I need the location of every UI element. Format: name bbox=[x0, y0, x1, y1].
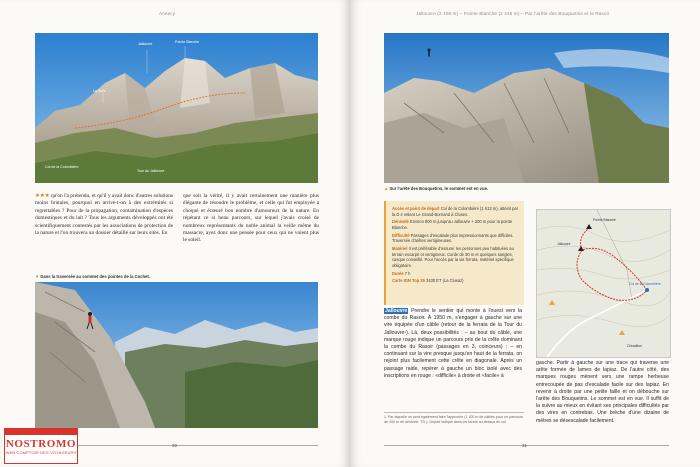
route-info-box bbox=[384, 201, 524, 305]
info-access: Accès et point de départ Col de la Colombière (1 613 m), atteint par la D 4 reliant Le Grand-Bornand à Cluses. bbox=[392, 206, 519, 217]
climber-ridge-photo bbox=[35, 282, 318, 428]
left-body-column-1 bbox=[35, 193, 173, 237]
left-column-1-text: qu'on l'a prétendu, et qu'il y avait donc d'autres solutions moins brutales, pourquoi en arrive-t-on à des extrémités si regrettables ? Pour de la propagation, contamination d'espèces domestiques et du lait ? Tous les arguments développés ont été scientifiquement contestés par les associations de protection de la nature et l'on trouvera un dossier détaillé sur leurs sites. En bbox=[35, 193, 174, 237]
panorama-label-jallouvre: Jallouvre bbox=[138, 42, 153, 46]
left-body-column-2 bbox=[183, 193, 319, 245]
panorama-label-pointe-blanche: Pointe Blanche bbox=[175, 40, 200, 44]
caption-triangle-icon: ▲ bbox=[384, 186, 389, 191]
right-column-2-text: gauche. Partir à gauche sur une trace qui traverse une arête formée de lames de lapiaz. De l'autre côté, des marques rouges mènent vers une rampe herbeuse entrecoupée de pas d'escalade facile sur des lapiaz. En revenir à droite par une petite faille et on débouche sur l'arête des Bouquetins. Le sommet est en vue. Il suffit de la suivre au mieux en évitant ses principales difficultés par des vires en contrebas. Une brèche d'une dizaine de mètres se désescalade facilement. bbox=[536, 360, 669, 424]
map-label-chinaillon: Chinaillon bbox=[627, 344, 642, 348]
info-map: Carte IGN Top 25 3430 ET (La Clusaz) bbox=[392, 278, 464, 284]
info-equipment: Matériel Il est préférable d'assurer les personnes peu habituées au terrain escarpé et vertigineux. Corde de 30 m et quelques sangles, casque conseillé. Pour l'accès par la via ferrata, matériel spécifique obligatoire. bbox=[392, 246, 514, 268]
left-page bbox=[0, 0, 349, 467]
panorama-photo bbox=[35, 33, 318, 183]
info-elevation: Dénivelé Environ 800 m jusqu'au Jallouvre + 200 m pour la pointe Blanche. bbox=[392, 219, 513, 230]
right-page-number: 31 bbox=[522, 443, 528, 448]
route-tag: Jallouvre bbox=[385, 308, 408, 314]
stamp-subtitle: WEB COMPTOIR DES VOYAGEURS bbox=[5, 450, 77, 455]
panorama-label-la-salle: La Salle bbox=[93, 89, 106, 93]
map-label-pointe-blanche: Pointe Blanche bbox=[593, 218, 616, 222]
left-page-number: 30 bbox=[172, 443, 178, 448]
right-photo-caption bbox=[384, 186, 488, 191]
stamp-top-bar bbox=[5, 429, 77, 435]
running-head-right: Jallouvre (2 408 m) – Pointe Blanche (2 438 m) – Par l'arête des Bouquetins et le Rasoir bbox=[416, 11, 610, 16]
nostromo-watermark-logo bbox=[4, 428, 78, 464]
section-mark: ★★★ bbox=[35, 193, 50, 199]
caption-text: Dans la traversée au sommet des pointes de la Cochet. bbox=[40, 274, 150, 279]
left-column-2-text: que soit la vérité, il y avait certainement une manière plus élégante de résoudre le problème, et celle qui fut employée a choqué et écœuré bon nombre d'amoureux de la nature. En répétant ce si beau parcours, sur lequel j'avais croisé de nombreux représentants du noble animal la veille même du massacre, ayez donc une pensée pour ceux qui ne voient plus le soleil. bbox=[183, 193, 319, 244]
map-label-jallouvre: Jallouvre bbox=[557, 242, 571, 246]
panorama-label-tour: Tour du Jallouvre bbox=[137, 169, 165, 173]
left-photo-caption bbox=[35, 274, 150, 279]
right-body-column-1 bbox=[384, 308, 522, 380]
right-column-1-text: Prendre le sentier qui monte à l'ouest vers la combe du Rasoir. À 1950 m, s'engager à gauche sur une vire équipée d'un câble (retour de la ferrata de la Tour du Jallouvre¹). Là, deux possibilités : – au bout du câble, une marque rouge indique un parcours pris de la crête dominant la combe du Rasoir (passages en 3, coinceurs) ; – en continuant sur la vire presque jusqu'en haut de la ferrata, on rejoint plus facilement cette crête en diagonale. Après un passage raide, repérer à gauche un bloc isolé avec des inscriptions en rouge : «difficile» à droite et «facile» à bbox=[384, 308, 522, 379]
right-body-column-2 bbox=[536, 360, 669, 425]
caption-text: Sur l'arête des Bouquetins, le sommet est en vue. bbox=[389, 186, 489, 191]
footnote: 1. Par laquelle on peut également faire l'approche (1 100 m de câbles pour un parcours de 450 m de dénivelé, TD-). Départ indiqué dans les lacets au-dessus du col. bbox=[384, 412, 524, 425]
caption-triangle-icon: ▼ bbox=[35, 274, 40, 279]
info-difficulty: Difficulté Passages d'escalade plus impressionnants que difficiles. Traversée d'arêtes vertigineuses. bbox=[392, 232, 514, 244]
info-duration: Durée 7 h bbox=[392, 270, 411, 276]
arete-photo bbox=[384, 33, 669, 183]
map-label-colombiere: Col de la Colombière bbox=[629, 282, 661, 286]
panorama-label-colombiere: Col de la Colombière bbox=[45, 165, 79, 169]
running-head-left: Annecy bbox=[159, 11, 176, 16]
stamp-name: NOSTROMO bbox=[5, 438, 77, 450]
route-map bbox=[536, 209, 671, 358]
